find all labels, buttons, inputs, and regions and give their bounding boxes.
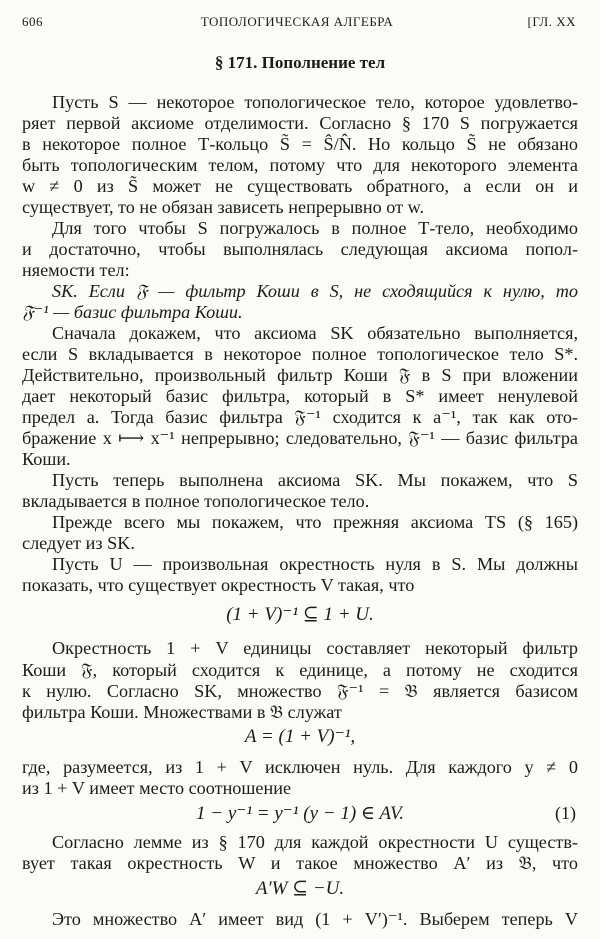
text-line: Сначала докажем, что аксиома SK обязательно выполняется, <box>52 323 578 344</box>
axiom-line: SK. Если 𝔉 — фильтр Коши в S, не сходящийся к нулю, то <box>52 281 578 302</box>
formula: 1 − y⁻¹ = y⁻¹ (y − 1) ∈ AV. <box>196 802 404 824</box>
text-line: существует, то не обязан зависеть непрерывно от w. <box>22 197 425 218</box>
text-line: Коши. <box>22 449 71 470</box>
text-line: Пусть S — некоторое топологическое тело, которое удовлетво- <box>52 92 578 112</box>
text-line: Окрестность 1 + V единицы составляет некоторый фильтр <box>52 638 578 659</box>
formula: (1 + V)⁻¹ ⊆ 1 + U. <box>226 603 374 625</box>
text-line: в некоторое полное Т-кольцо S̃ = Ŝ/N̂. Но кольцо S̃ не обязано <box>22 134 578 155</box>
text-line: к нулю. Согласно SK, множество 𝔉⁻¹ = 𝔅 является базисом <box>22 680 578 701</box>
text-line: вует такая окрестность W и такое множество A′ из 𝔅, что <box>22 853 578 874</box>
text-line: Это множество A′ имеет вид (1 + V′)⁻¹. Выберем теперь V <box>52 909 578 929</box>
page-number: 606 <box>22 14 43 29</box>
text-line: показать, что существует окрестность V такая, что <box>22 575 415 596</box>
text-line: Пусть U — произвольная окрестность нуля в S. Мы должны <box>52 554 578 575</box>
text-line: предел a. Тогда базис фильтра 𝔉⁻¹ сходится к a⁻¹, так как ото- <box>22 407 578 428</box>
text-line: ряет первой аксиоме отделимости. Согласно § 170 S погружается <box>22 113 578 134</box>
text-line: быть топологическим телом, потому что для некоторого элемента <box>22 155 578 176</box>
formula: A = (1 + V)⁻¹, <box>244 726 356 748</box>
text-line: Пусть теперь выполнена аксиома SK. Мы покажем, что S <box>52 470 578 491</box>
text-line: w ≠ 0 из S̃ может не существовать обратного, а если он и <box>22 176 578 197</box>
text-line: Действительно, произвольный фильтр Коши 𝔉 в S при вложении <box>22 365 578 386</box>
text-line: няемости тел: <box>22 260 130 281</box>
text-line: Для того чтобы S погружалось в полное Т-тело, необходимо <box>52 218 578 239</box>
section-title: § 171. Пополнение тел <box>214 53 386 72</box>
text-line: и достаточно, чтобы выполнялась следующая аксиома попол- <box>22 239 578 260</box>
text-line: Согласно лемме из § 170 для каждой окрестности U существ- <box>52 832 578 853</box>
text-line: вкладывается в полное топологическое тело. <box>22 491 370 512</box>
text-line: если S вкладывается в некоторое полное топологическое тело S*. <box>22 344 578 365</box>
text-line: бражение x ⟼ x⁻¹ непрерывно; следовательно, 𝔉⁻¹ — базис фильтра <box>22 428 578 449</box>
text-line: фильтра Коши. Множествами в 𝔅 служат <box>22 701 342 722</box>
axiom-line: 𝔉⁻¹ — базис фильтра Коши. <box>22 302 243 323</box>
equation-number: (1) <box>555 802 576 823</box>
text-line: из 1 + V имеет место соотношение <box>22 778 292 799</box>
text-line: дает некоторый базис фильтра, который в S* имеет ненулевой <box>22 386 578 407</box>
running-title: ТОПОЛОГИЧЕСКАЯ АЛГЕБРА <box>200 14 394 29</box>
text-line: где, разумеется, из 1 + V исключен нуль. Для каждого y ≠ 0 <box>22 757 578 778</box>
text-line: следует из SK. <box>22 533 135 554</box>
text-line: Прежде всего мы покажем, что прежняя аксиома TS (§ 165) <box>52 512 578 533</box>
formula: A′W ⊆ −U. <box>255 877 345 899</box>
chapter-reference: [ГЛ. XX <box>527 14 576 29</box>
text-line: Коши 𝔉, который сходится к единице, а потому не сходится <box>22 659 578 680</box>
